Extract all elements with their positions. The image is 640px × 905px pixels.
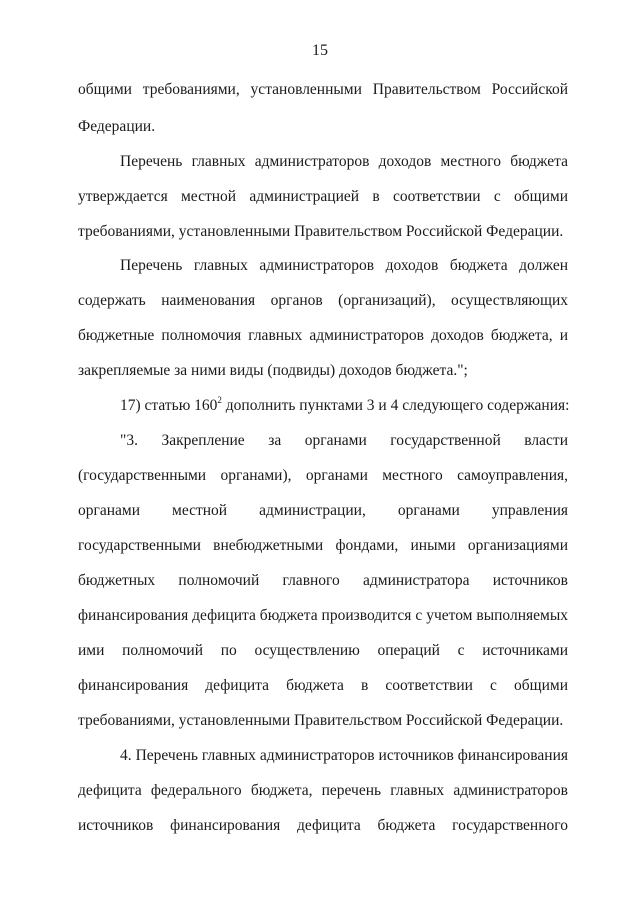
text-line: бюджетных полномочий главного администратора источников	[78, 572, 568, 589]
text-line: органами местной администрации, органами управления	[78, 502, 568, 519]
page-number: 15	[312, 42, 328, 59]
text-line-part: дополнить пунктами 3 и 4 следующего содержания:	[221, 397, 570, 414]
text-line-part: 17) статью 160	[120, 397, 218, 414]
text-line: государственными внебюджетными фондами, иными организациями	[78, 537, 568, 554]
text-line: источников финансирования дефицита бюджета государственного	[78, 817, 568, 834]
text-line: Перечень главных администраторов доходов местного бюджета	[120, 153, 568, 170]
text-line: Перечень главных администраторов доходов бюджета должен	[120, 257, 568, 274]
text-line: закрепляемые за ними виды (подвиды) доходов бюджета.";	[78, 362, 468, 379]
text-line: финансирования дефицита бюджета производится с учетом выполняемых	[78, 607, 568, 624]
text-line: 4. Перечень главных администраторов источников финансирования	[120, 747, 568, 764]
text-line: финансирования дефицита бюджета в соответствии с общими	[78, 677, 568, 694]
text-line	[120, 396, 568, 416]
text-line: Федерации.	[78, 118, 156, 135]
text-line: ими полномочий по осуществлению операций с источниками	[78, 642, 568, 659]
text-line: содержать наименования органов (организаций), осуществляющих	[78, 292, 568, 309]
text-line: утверждается местной администрацией в соответствии с общими	[78, 188, 568, 205]
text-line: "3. Закрепление за органами государственной власти	[120, 432, 568, 449]
text-line: общими требованиями, установленными Правительством Российской	[78, 81, 568, 98]
text-line: дефицита федерального бюджета, перечень главных администраторов	[78, 782, 568, 799]
text-line: бюджетные полномочия главных администраторов доходов бюджета, и	[78, 327, 568, 344]
text-line: требованиями, установленными Правительством Российской Федерации.	[78, 223, 564, 240]
text-line: требованиями, установленными Правительством Российской Федерации.	[78, 712, 564, 729]
superscript: 2	[217, 394, 222, 405]
text-line: (государственными органами), органами местного самоуправления,	[78, 467, 568, 484]
